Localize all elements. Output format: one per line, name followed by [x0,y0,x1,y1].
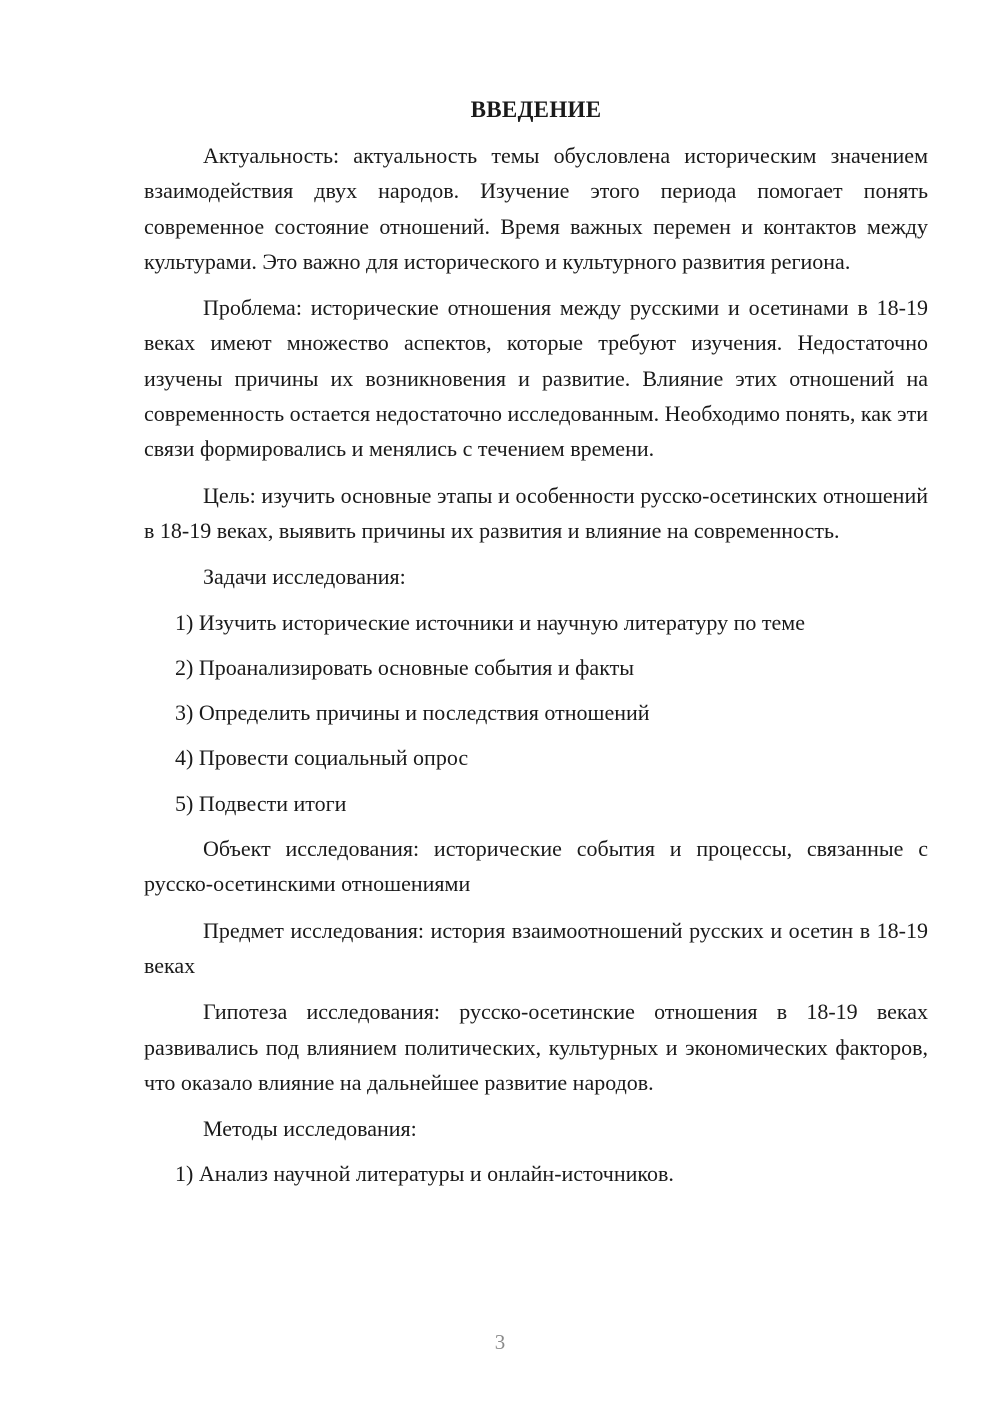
list-item: 1) Изучить исторические источники и научную литературу по теме [175,609,805,635]
list-item: 4) Провести социальный опрос [175,745,469,771]
page-number: 3 [494,1330,506,1354]
tasks-heading: Задачи исследования: [203,564,406,590]
list-item: 3) Определить причины и последствия отношений [175,700,650,726]
tasks-list [144,605,928,821]
goal-paragraph: Цель: изучить основные этапы и особенности русско-осетинских отношений в 18-19 веках, выявить причины их развития и влияние на современность. [144,482,928,543]
hypothesis-paragraph: Гипотеза исследования: русско-осетинские отношения в 18-19 веках развивались под влиянием политических, культурных и экономических факторов, что оказало влияние на дальнейшее развитие народов. [144,999,928,1095]
document-page [144,92,928,1202]
methods-heading: Методы исследования: [203,1116,417,1142]
object-paragraph: Объект исследования: исторические события и процессы, связанные с русско-осетинскими отношениями [144,836,928,897]
list-item: 2) Проанализировать основные события и факты [175,654,634,680]
problem-paragraph: Проблема: исторические отношения между русскими и осетинами в 18-19 веках имеют множество аспектов, которые требуют изучения. Недостаточно изучены причины их возникновения и развитие. Влияние этих отношений на современность остается недостаточно исследованным. Необходимо понять, как эти связи формировались и менялись с течением времени. [144,295,928,462]
relevance-paragraph: Актуальность: актуальность темы обусловлена историческим значением взаимодействия двух народов. Изучение этого периода помогает понять современное состояние отношений. Время важных перемен и контактов между культурами. Это важно для исторического и культурного развития региона. [144,143,928,274]
subject-paragraph: Предмет исследования: история взаимоотношений русских и осетин в 18-19 веках [144,917,928,978]
methods-list [144,1156,928,1191]
section-title: ВВЕДЕНИЕ [470,97,602,122]
list-item: 1) Анализ научной литературы и онлайн-источников. [175,1161,674,1187]
list-item: 5) Подвести итоги [175,790,347,816]
